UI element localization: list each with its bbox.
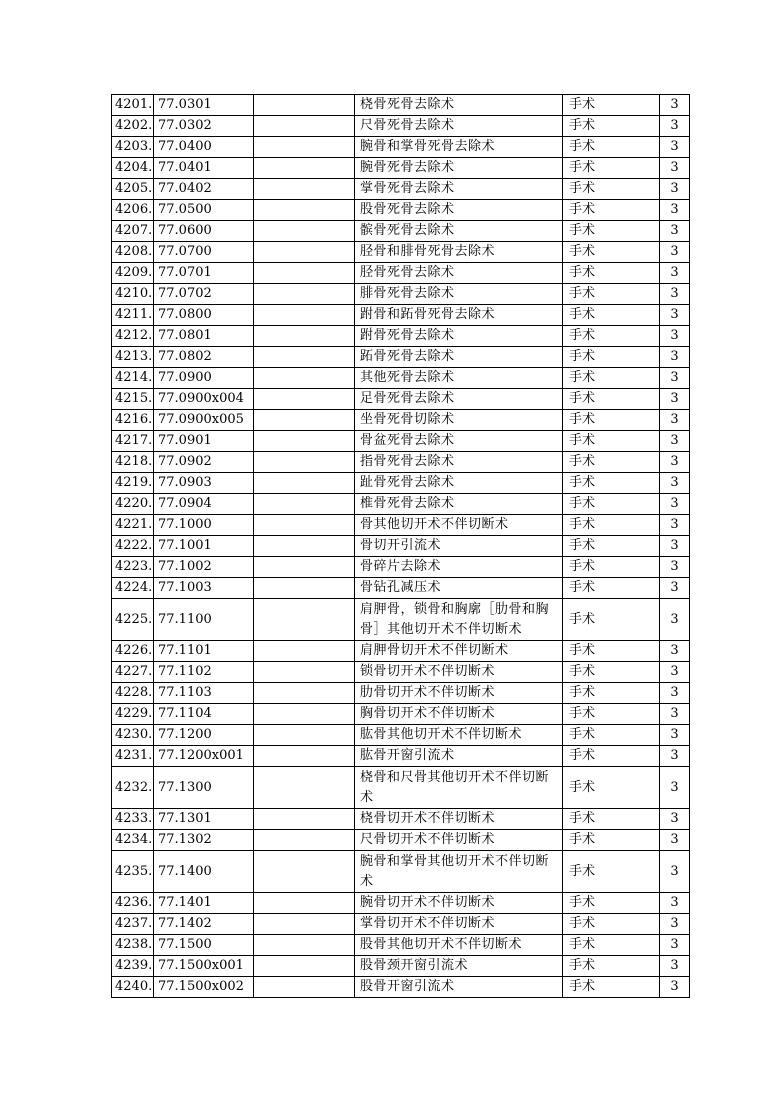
table-row	[112, 200, 690, 221]
procedure-grade-cell: 3	[660, 704, 690, 725]
row-number-cell: 4240.	[112, 977, 154, 998]
procedure-code-cell: 77.0700	[154, 242, 254, 263]
procedure-name-cell: 肋骨切开术不伴切断术	[355, 683, 563, 704]
row-number-cell: 4201.	[112, 95, 154, 116]
row-number-cell: 4207.	[112, 221, 154, 242]
blank-cell	[254, 914, 355, 935]
procedure-grade-cell: 3	[660, 767, 690, 809]
table-row	[112, 179, 690, 200]
procedure-code-cell: 77.0801	[154, 326, 254, 347]
procedure-name-cell: 腕骨和掌骨死骨去除术	[355, 137, 563, 158]
blank-cell	[254, 95, 355, 116]
table-row	[112, 410, 690, 431]
procedure-grade-cell: 3	[660, 158, 690, 179]
table-row	[112, 452, 690, 473]
procedure-grade-cell: 3	[660, 116, 690, 137]
row-number-cell: 4215.	[112, 389, 154, 410]
table-row	[112, 578, 690, 599]
procedure-name-cell: 股骨死骨去除术	[355, 200, 563, 221]
procedure-grade-cell: 3	[660, 284, 690, 305]
table-row	[112, 830, 690, 851]
procedure-name-cell: 趾骨死骨去除术	[355, 473, 563, 494]
procedure-type-cell: 手术	[563, 368, 660, 389]
blank-cell	[254, 767, 355, 809]
table-row	[112, 473, 690, 494]
procedure-type-cell: 手术	[563, 935, 660, 956]
procedure-type-cell: 手术	[563, 410, 660, 431]
procedure-type-cell: 手术	[563, 326, 660, 347]
blank-cell	[254, 410, 355, 431]
row-number-cell: 4211.	[112, 305, 154, 326]
procedure-name-cell: 骨切开引流术	[355, 536, 563, 557]
procedure-name-cell: 跗骨和跖骨死骨去除术	[355, 305, 563, 326]
procedure-code-cell: 77.1200x001	[154, 746, 254, 767]
row-number-cell: 4224.	[112, 578, 154, 599]
blank-cell	[254, 494, 355, 515]
procedure-name-cell: 肩胛骨切开术不伴切断术	[355, 641, 563, 662]
blank-cell	[254, 683, 355, 704]
procedure-grade-cell: 3	[660, 725, 690, 746]
procedure-grade-cell: 3	[660, 662, 690, 683]
procedure-type-cell: 手术	[563, 725, 660, 746]
table-row	[112, 746, 690, 767]
blank-cell	[254, 893, 355, 914]
row-number-cell: 4237.	[112, 914, 154, 935]
procedure-type-cell: 手术	[563, 536, 660, 557]
procedure-grade-cell: 3	[660, 410, 690, 431]
row-number-cell: 4226.	[112, 641, 154, 662]
procedure-grade-cell: 3	[660, 536, 690, 557]
procedure-type-cell: 手术	[563, 452, 660, 473]
blank-cell	[254, 851, 355, 893]
table-row	[112, 515, 690, 536]
procedure-code-cell: 77.1400	[154, 851, 254, 893]
procedure-code-cell: 77.1104	[154, 704, 254, 725]
procedure-grade-cell: 3	[660, 95, 690, 116]
procedure-code-cell: 77.0901	[154, 431, 254, 452]
procedure-type-cell: 手术	[563, 515, 660, 536]
procedure-grade-cell: 3	[660, 263, 690, 284]
row-number-cell: 4227.	[112, 662, 154, 683]
table-row	[112, 956, 690, 977]
procedure-grade-cell: 3	[660, 200, 690, 221]
blank-cell	[254, 158, 355, 179]
procedure-code-cell: 77.1500x001	[154, 956, 254, 977]
procedure-code-cell: 77.0903	[154, 473, 254, 494]
procedure-code-cell: 77.0802	[154, 347, 254, 368]
procedure-code-cell: 77.0301	[154, 95, 254, 116]
table-row	[112, 494, 690, 515]
procedure-grade-cell: 3	[660, 242, 690, 263]
procedure-code-cell: 77.1302	[154, 830, 254, 851]
procedure-type-cell: 手术	[563, 662, 660, 683]
table-row	[112, 557, 690, 578]
procedure-type-cell: 手术	[563, 767, 660, 809]
procedure-code-cell: 77.0402	[154, 179, 254, 200]
blank-cell	[254, 431, 355, 452]
procedure-grade-cell: 3	[660, 326, 690, 347]
row-number-cell: 4210.	[112, 284, 154, 305]
table-row	[112, 221, 690, 242]
table-row	[112, 242, 690, 263]
procedure-grade-cell: 3	[660, 221, 690, 242]
procedure-grade-cell: 3	[660, 578, 690, 599]
procedure-grade-cell: 3	[660, 851, 690, 893]
procedure-grade-cell: 3	[660, 179, 690, 200]
procedure-grade-cell: 3	[660, 641, 690, 662]
procedure-name-cell: 桡骨死骨去除术	[355, 95, 563, 116]
procedure-type-cell: 手术	[563, 599, 660, 641]
procedure-type-cell: 手术	[563, 977, 660, 998]
procedure-type-cell: 手术	[563, 683, 660, 704]
procedure-code-cell: 77.1300	[154, 767, 254, 809]
procedure-grade-cell: 3	[660, 389, 690, 410]
procedure-grade-cell: 3	[660, 305, 690, 326]
procedure-code-cell: 77.1000	[154, 515, 254, 536]
procedure-type-cell: 手术	[563, 473, 660, 494]
blank-cell	[254, 305, 355, 326]
procedure-type-cell: 手术	[563, 200, 660, 221]
procedure-type-cell: 手术	[563, 557, 660, 578]
procedure-name-cell: 髌骨死骨去除术	[355, 221, 563, 242]
blank-cell	[254, 935, 355, 956]
row-number-cell: 4234.	[112, 830, 154, 851]
procedure-type-cell: 手术	[563, 221, 660, 242]
row-number-cell: 4213.	[112, 347, 154, 368]
procedure-grade-cell: 3	[660, 914, 690, 935]
procedure-type-cell: 手术	[563, 914, 660, 935]
row-number-cell: 4216.	[112, 410, 154, 431]
procedure-type-cell: 手术	[563, 137, 660, 158]
procedure-grade-cell: 3	[660, 368, 690, 389]
procedure-name-cell: 胫骨死骨去除术	[355, 263, 563, 284]
procedure-code-cell: 77.0400	[154, 137, 254, 158]
row-number-cell: 4239.	[112, 956, 154, 977]
procedure-grade-cell: 3	[660, 452, 690, 473]
row-number-cell: 4202.	[112, 116, 154, 137]
blank-cell	[254, 284, 355, 305]
procedure-name-cell: 足骨死骨去除术	[355, 389, 563, 410]
procedure-code-cell: 77.1002	[154, 557, 254, 578]
procedure-code-cell: 77.0302	[154, 116, 254, 137]
procedure-name-cell: 桡骨和尺骨其他切开术不伴切断术	[355, 767, 563, 809]
procedure-type-cell: 手术	[563, 95, 660, 116]
procedure-name-cell: 骨碎片去除术	[355, 557, 563, 578]
procedure-name-cell: 股骨其他切开术不伴切断术	[355, 935, 563, 956]
procedure-code-cell: 77.0401	[154, 158, 254, 179]
procedure-grade-cell: 3	[660, 473, 690, 494]
table-row	[112, 326, 690, 347]
table-row	[112, 599, 690, 641]
row-number-cell: 4218.	[112, 452, 154, 473]
procedure-name-cell: 椎骨死骨去除术	[355, 494, 563, 515]
procedure-grade-cell: 3	[660, 494, 690, 515]
row-number-cell: 4222.	[112, 536, 154, 557]
procedure-name-cell: 锁骨切开术不伴切断术	[355, 662, 563, 683]
procedure-type-cell: 手术	[563, 431, 660, 452]
procedure-name-cell: 骨其他切开术不伴切断术	[355, 515, 563, 536]
procedure-type-cell: 手术	[563, 158, 660, 179]
blank-cell	[254, 704, 355, 725]
procedure-name-cell: 腕骨切开术不伴切断术	[355, 893, 563, 914]
row-number-cell: 4232.	[112, 767, 154, 809]
row-number-cell: 4212.	[112, 326, 154, 347]
procedure-grade-cell: 3	[660, 893, 690, 914]
table-row	[112, 683, 690, 704]
procedure-code-cell: 77.0702	[154, 284, 254, 305]
row-number-cell: 4238.	[112, 935, 154, 956]
procedure-type-cell: 手术	[563, 746, 660, 767]
procedure-name-cell: 股骨开窗引流术	[355, 977, 563, 998]
procedure-grade-cell: 3	[660, 830, 690, 851]
procedure-grade-cell: 3	[660, 515, 690, 536]
row-number-cell: 4223.	[112, 557, 154, 578]
procedure-grade-cell: 3	[660, 746, 690, 767]
procedure-name-cell: 骨钻孔减压术	[355, 578, 563, 599]
procedure-code-cell: 77.0701	[154, 263, 254, 284]
blank-cell	[254, 242, 355, 263]
table-row	[112, 767, 690, 809]
procedure-grade-cell: 3	[660, 599, 690, 641]
blank-cell	[254, 200, 355, 221]
row-number-cell: 4231.	[112, 746, 154, 767]
procedure-code-cell: 77.1301	[154, 809, 254, 830]
procedure-type-cell: 手术	[563, 956, 660, 977]
blank-cell	[254, 641, 355, 662]
table-row	[112, 914, 690, 935]
procedure-code-cell: 77.0500	[154, 200, 254, 221]
procedure-grade-cell: 3	[660, 809, 690, 830]
procedure-grade-cell: 3	[660, 683, 690, 704]
row-number-cell: 4205.	[112, 179, 154, 200]
blank-cell	[254, 746, 355, 767]
procedure-code-table	[111, 94, 690, 998]
procedure-type-cell: 手术	[563, 242, 660, 263]
table-body	[112, 95, 690, 998]
table-row	[112, 536, 690, 557]
procedure-name-cell: 其他死骨去除术	[355, 368, 563, 389]
procedure-type-cell: 手术	[563, 809, 660, 830]
procedure-code-cell: 77.0902	[154, 452, 254, 473]
procedure-code-cell: 77.1401	[154, 893, 254, 914]
procedure-name-cell: 掌骨死骨去除术	[355, 179, 563, 200]
procedure-type-cell: 手术	[563, 578, 660, 599]
procedure-type-cell: 手术	[563, 305, 660, 326]
table-row	[112, 725, 690, 746]
procedure-name-cell: 尺骨切开术不伴切断术	[355, 830, 563, 851]
blank-cell	[254, 557, 355, 578]
blank-cell	[254, 221, 355, 242]
row-number-cell: 4236.	[112, 893, 154, 914]
row-number-cell: 4225.	[112, 599, 154, 641]
procedure-name-cell: 腓骨死骨去除术	[355, 284, 563, 305]
procedure-code-cell: 77.1102	[154, 662, 254, 683]
procedure-code-cell: 77.1003	[154, 578, 254, 599]
blank-cell	[254, 452, 355, 473]
procedure-grade-cell: 3	[660, 935, 690, 956]
blank-cell	[254, 179, 355, 200]
procedure-code-cell: 77.1500x002	[154, 977, 254, 998]
procedure-code-cell: 77.1402	[154, 914, 254, 935]
procedure-name-cell: 胫骨和腓骨死骨去除术	[355, 242, 563, 263]
procedure-code-cell: 77.0600	[154, 221, 254, 242]
procedure-type-cell: 手术	[563, 284, 660, 305]
blank-cell	[254, 137, 355, 158]
blank-cell	[254, 368, 355, 389]
table-row	[112, 893, 690, 914]
procedure-type-cell: 手术	[563, 893, 660, 914]
procedure-type-cell: 手术	[563, 830, 660, 851]
table-row	[112, 935, 690, 956]
row-number-cell: 4230.	[112, 725, 154, 746]
procedure-grade-cell: 3	[660, 557, 690, 578]
procedure-code-cell: 77.0800	[154, 305, 254, 326]
procedure-name-cell: 肩胛骨，锁骨和胸廓［肋骨和胸骨］其他切开术不伴切断术	[355, 599, 563, 641]
procedure-name-cell: 股骨颈开窗引流术	[355, 956, 563, 977]
procedure-type-cell: 手术	[563, 494, 660, 515]
table-row	[112, 809, 690, 830]
blank-cell	[254, 116, 355, 137]
blank-cell	[254, 536, 355, 557]
blank-cell	[254, 326, 355, 347]
row-number-cell: 4206.	[112, 200, 154, 221]
table-row	[112, 704, 690, 725]
procedure-code-cell: 77.1101	[154, 641, 254, 662]
procedure-grade-cell: 3	[660, 347, 690, 368]
row-number-cell: 4214.	[112, 368, 154, 389]
procedure-type-cell: 手术	[563, 263, 660, 284]
blank-cell	[254, 473, 355, 494]
procedure-type-cell: 手术	[563, 851, 660, 893]
table-row	[112, 347, 690, 368]
procedure-code-cell: 77.1200	[154, 725, 254, 746]
row-number-cell: 4233.	[112, 809, 154, 830]
procedure-name-cell: 胸骨切开术不伴切断术	[355, 704, 563, 725]
procedure-grade-cell: 3	[660, 956, 690, 977]
table-row	[112, 263, 690, 284]
procedure-name-cell: 腕骨和掌骨其他切开术不伴切断术	[355, 851, 563, 893]
table-row	[112, 641, 690, 662]
table-row	[112, 431, 690, 452]
row-number-cell: 4208.	[112, 242, 154, 263]
procedure-code-cell: 77.0900	[154, 368, 254, 389]
table-row	[112, 116, 690, 137]
procedure-type-cell: 手术	[563, 179, 660, 200]
row-number-cell: 4203.	[112, 137, 154, 158]
procedure-code-cell: 77.1103	[154, 683, 254, 704]
procedure-type-cell: 手术	[563, 389, 660, 410]
table-row	[112, 368, 690, 389]
procedure-type-cell: 手术	[563, 641, 660, 662]
procedure-code-cell: 77.1500	[154, 935, 254, 956]
blank-cell	[254, 830, 355, 851]
table-row	[112, 284, 690, 305]
table-row	[112, 851, 690, 893]
blank-cell	[254, 956, 355, 977]
row-number-cell: 4219.	[112, 473, 154, 494]
row-number-cell: 4209.	[112, 263, 154, 284]
blank-cell	[254, 977, 355, 998]
table-row	[112, 95, 690, 116]
blank-cell	[254, 389, 355, 410]
procedure-name-cell: 指骨死骨去除术	[355, 452, 563, 473]
procedure-code-cell: 77.0900x005	[154, 410, 254, 431]
row-number-cell: 4204.	[112, 158, 154, 179]
procedure-name-cell: 肱骨开窗引流术	[355, 746, 563, 767]
procedure-grade-cell: 3	[660, 977, 690, 998]
procedure-code-cell: 77.1100	[154, 599, 254, 641]
table-row	[112, 305, 690, 326]
procedure-code-cell: 77.0900x004	[154, 389, 254, 410]
blank-cell	[254, 725, 355, 746]
blank-cell	[254, 578, 355, 599]
blank-cell	[254, 809, 355, 830]
row-number-cell: 4235.	[112, 851, 154, 893]
procedure-name-cell: 骨盆死骨去除术	[355, 431, 563, 452]
table-row	[112, 977, 690, 998]
procedure-grade-cell: 3	[660, 431, 690, 452]
procedure-name-cell: 坐骨死骨切除术	[355, 410, 563, 431]
procedure-name-cell: 腕骨死骨去除术	[355, 158, 563, 179]
procedure-name-cell: 桡骨切开术不伴切断术	[355, 809, 563, 830]
procedure-name-cell: 肱骨其他切开术不伴切断术	[355, 725, 563, 746]
procedure-name-cell: 尺骨死骨去除术	[355, 116, 563, 137]
blank-cell	[254, 347, 355, 368]
blank-cell	[254, 263, 355, 284]
procedure-name-cell: 跗骨死骨去除术	[355, 326, 563, 347]
row-number-cell: 4217.	[112, 431, 154, 452]
procedure-grade-cell: 3	[660, 137, 690, 158]
procedure-type-cell: 手术	[563, 116, 660, 137]
procedure-name-cell: 掌骨切开术不伴切断术	[355, 914, 563, 935]
table-row	[112, 158, 690, 179]
row-number-cell: 4229.	[112, 704, 154, 725]
procedure-type-cell: 手术	[563, 347, 660, 368]
table-row	[112, 137, 690, 158]
blank-cell	[254, 599, 355, 641]
procedure-code-cell: 77.0904	[154, 494, 254, 515]
blank-cell	[254, 515, 355, 536]
row-number-cell: 4220.	[112, 494, 154, 515]
table-row	[112, 662, 690, 683]
table-row	[112, 389, 690, 410]
blank-cell	[254, 662, 355, 683]
row-number-cell: 4221.	[112, 515, 154, 536]
procedure-code-cell: 77.1001	[154, 536, 254, 557]
procedure-name-cell: 跖骨死骨去除术	[355, 347, 563, 368]
row-number-cell: 4228.	[112, 683, 154, 704]
procedure-type-cell: 手术	[563, 704, 660, 725]
